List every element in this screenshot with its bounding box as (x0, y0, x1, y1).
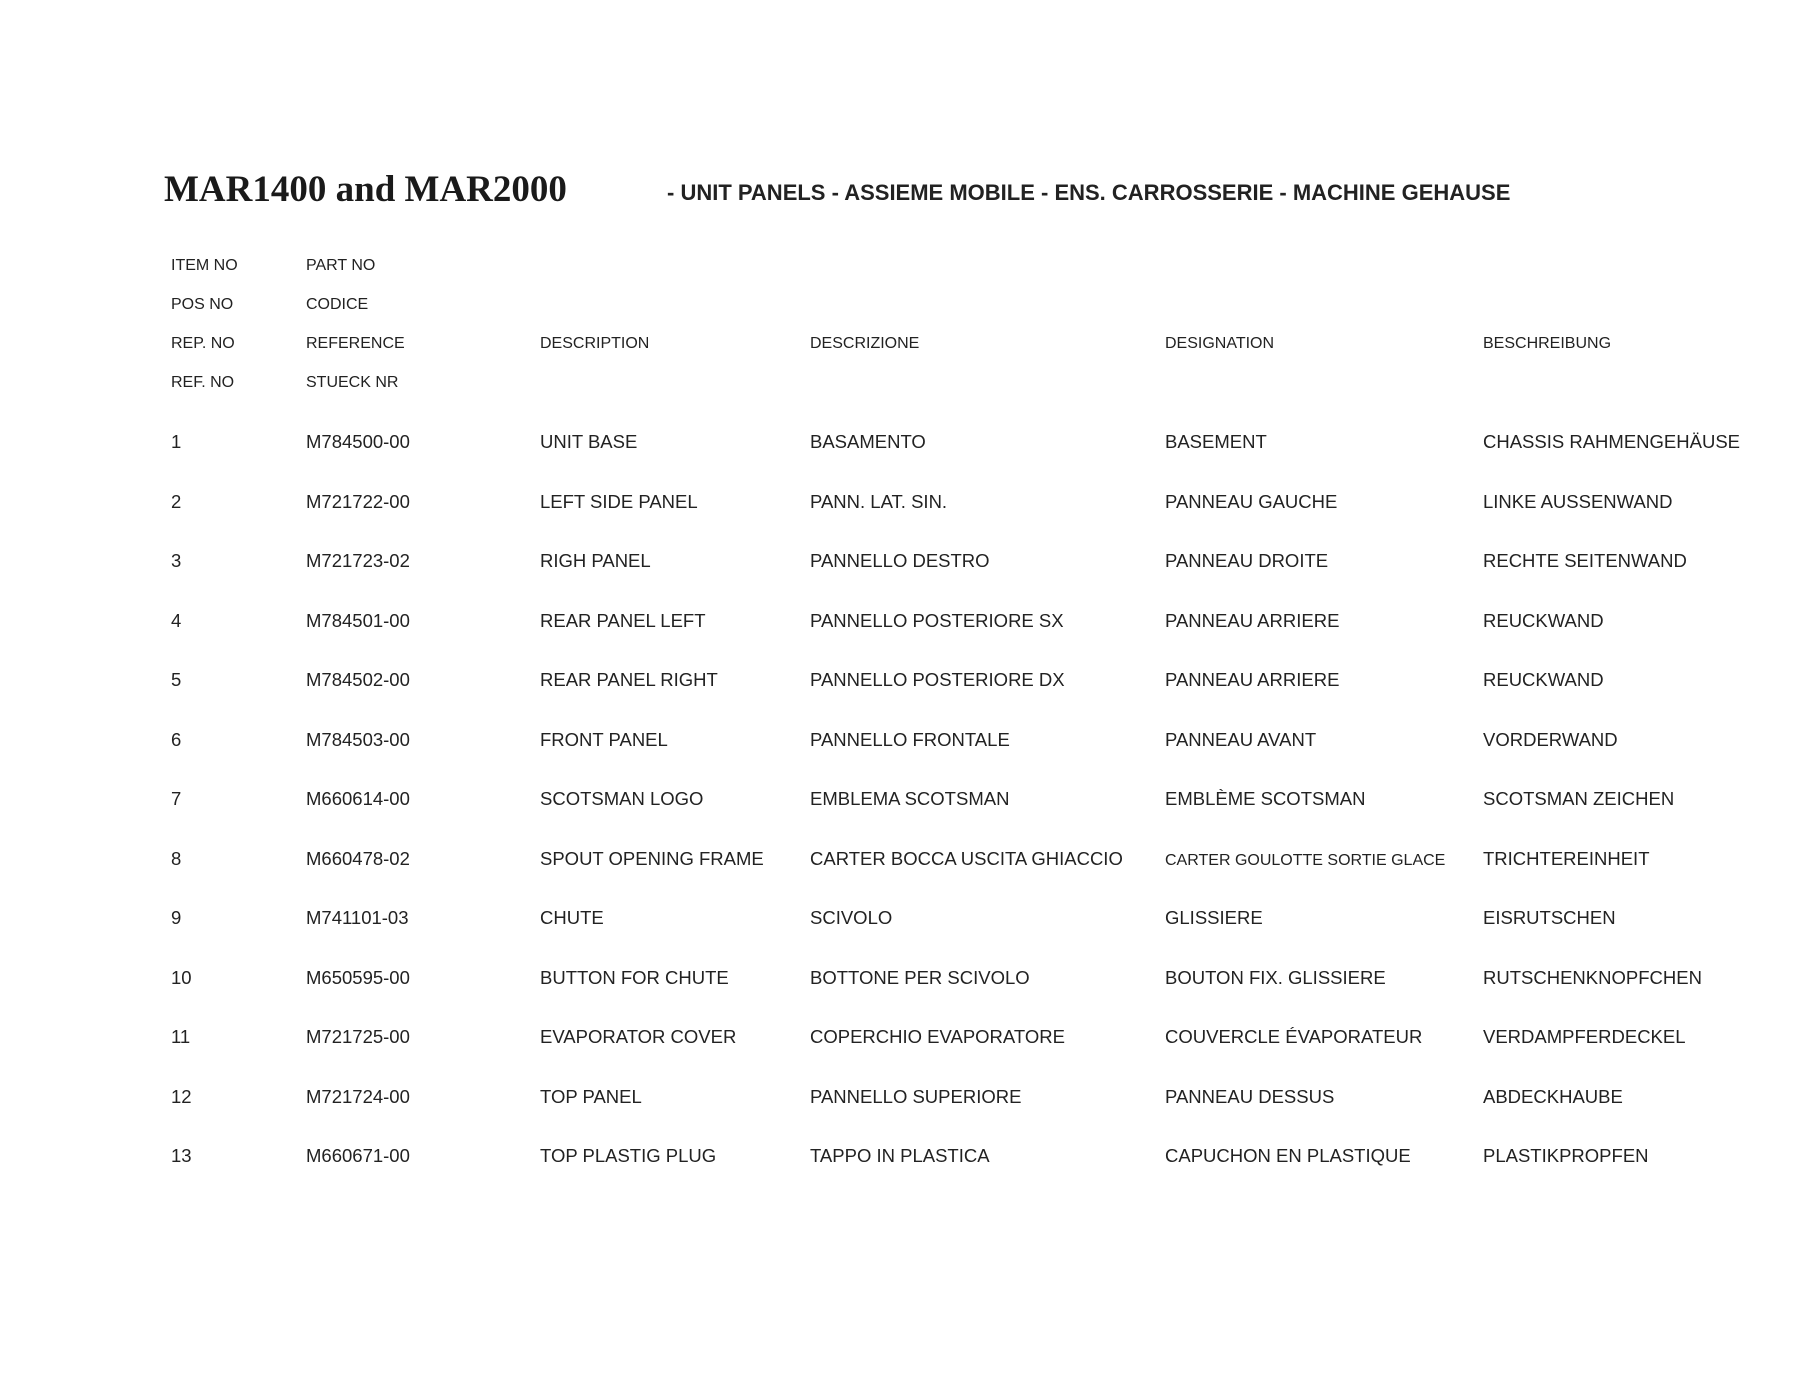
description-en: CHUTE (540, 907, 604, 928)
description-en: TOP PANEL (540, 1086, 642, 1107)
description-en: SCOTSMAN LOGO (540, 788, 704, 809)
part-number: M660614-00 (306, 788, 410, 809)
description-it: PANNELLO DESTRO (810, 550, 990, 571)
beschreibung-de: RUTSCHENKNOPFCHEN (1483, 967, 1702, 988)
beschreibung-de: LINKE AUSSENWAND (1483, 491, 1673, 512)
part-number: M721724-00 (306, 1086, 410, 1107)
header-ref-no: REF. NO (171, 374, 235, 391)
item-number: 4 (171, 610, 182, 631)
part-number: M650595-00 (306, 967, 410, 988)
designation-fr: CARTER GOULOTTE SORTIE GLACE (1165, 852, 1446, 869)
item-number: 7 (171, 788, 182, 809)
header-beschreibung: BESCHREIBUNG (1483, 335, 1612, 352)
description-en: SPOUT OPENING FRAME (540, 848, 764, 869)
description-en: TOP PLASTIG PLUG (540, 1145, 717, 1166)
description-en: REAR PANEL RIGHT (540, 669, 718, 690)
header-description: DESCRIPTION (540, 335, 650, 352)
beschreibung-de: SCOTSMAN ZEICHEN (1483, 788, 1675, 809)
part-number: M741101-03 (306, 907, 409, 928)
designation-fr: BASEMENT (1165, 431, 1267, 452)
part-number: M721723-02 (306, 550, 410, 571)
header-item-no: ITEM NO (171, 257, 238, 274)
part-number: M721722-00 (306, 491, 410, 512)
part-number: M784503-00 (306, 729, 410, 750)
description-it: PANNELLO POSTERIORE DX (810, 669, 1065, 690)
item-number: 6 (171, 729, 182, 750)
designation-fr: GLISSIERE (1165, 907, 1263, 928)
part-number: M721725-00 (306, 1026, 410, 1047)
page-title: MAR1400 and MAR2000 (164, 169, 567, 210)
description-en: FRONT PANEL (540, 729, 668, 750)
header-rep-no: REP. NO (171, 335, 235, 352)
beschreibung-de: PLASTIKPROPFEN (1483, 1145, 1649, 1166)
description-it: COPERCHIO EVAPORATORE (810, 1026, 1065, 1047)
header-codice: CODICE (306, 296, 369, 313)
beschreibung-de: CHASSIS RAHMENGEHÄUSE (1483, 431, 1740, 452)
designation-fr: PANNEAU DESSUS (1165, 1086, 1335, 1107)
description-it: BASAMENTO (810, 431, 926, 452)
beschreibung-de: VERDAMPFERDECKEL (1483, 1026, 1686, 1047)
designation-fr: BOUTON FIX. GLISSIERE (1165, 967, 1386, 988)
item-number: 9 (171, 907, 182, 928)
header-designation: DESIGNATION (1165, 335, 1275, 352)
designation-fr: PANNEAU AVANT (1165, 729, 1317, 750)
item-number: 5 (171, 669, 182, 690)
beschreibung-de: REUCKWAND (1483, 669, 1604, 690)
beschreibung-de: ABDECKHAUBE (1483, 1086, 1623, 1107)
item-number: 3 (171, 550, 182, 571)
header-reference: REFERENCE (306, 335, 405, 352)
description-it: TAPPO IN PLASTICA (810, 1145, 990, 1166)
item-number: 12 (171, 1086, 192, 1107)
item-number: 11 (171, 1026, 191, 1047)
description-en: BUTTON FOR CHUTE (540, 967, 729, 988)
part-number: M784502-00 (306, 669, 410, 690)
designation-fr: PANNEAU DROITE (1165, 550, 1329, 571)
description-en: LEFT SIDE PANEL (540, 491, 698, 512)
description-it: SCIVOLO (810, 907, 893, 928)
part-number: M784500-00 (306, 431, 410, 452)
description-it: CARTER BOCCA USCITA GHIACCIO (810, 848, 1123, 869)
beschreibung-de: TRICHTEREINHEIT (1483, 848, 1650, 869)
item-number: 2 (171, 491, 182, 512)
header-part-no: PART NO (306, 257, 376, 274)
beschreibung-de: EISRUTSCHEN (1483, 907, 1616, 928)
description-it: EMBLEMA SCOTSMAN (810, 788, 1010, 809)
description-it: PANNELLO FRONTALE (810, 729, 1010, 750)
page-subtitle: - UNIT PANELS - ASSIEME MOBILE - ENS. CARROSSERIE - MACHINE GEHAUSE (667, 180, 1511, 205)
description-it: PANNELLO POSTERIORE SX (810, 610, 1064, 631)
designation-fr: CAPUCHON EN PLASTIQUE (1165, 1145, 1411, 1166)
description-en: EVAPORATOR COVER (540, 1026, 737, 1047)
item-number: 1 (171, 431, 182, 452)
part-number: M784501-00 (306, 610, 410, 631)
description-en: REAR PANEL LEFT (540, 610, 706, 631)
beschreibung-de: VORDERWAND (1483, 729, 1618, 750)
header-descrizione: DESCRIZIONE (810, 335, 920, 352)
description-it: PANNELLO SUPERIORE (810, 1086, 1022, 1107)
beschreibung-de: RECHTE SEITENWAND (1483, 550, 1687, 571)
description-it: BOTTONE PER SCIVOLO (810, 967, 1030, 988)
header-stueck-nr: STUECK NR (306, 374, 399, 391)
designation-fr: PANNEAU GAUCHE (1165, 491, 1338, 512)
description-it: PANN. LAT. SIN. (810, 491, 948, 512)
item-number: 10 (171, 967, 192, 988)
designation-fr: COUVERCLE ÉVAPORATEUR (1165, 1026, 1423, 1047)
header-pos-no: POS NO (171, 296, 234, 313)
beschreibung-de: REUCKWAND (1483, 610, 1604, 631)
item-number: 8 (171, 848, 182, 869)
designation-fr: PANNEAU ARRIERE (1165, 610, 1340, 631)
designation-fr: EMBLÈME SCOTSMAN (1165, 788, 1366, 809)
designation-fr: PANNEAU ARRIERE (1165, 669, 1340, 690)
item-number: 13 (171, 1145, 192, 1166)
description-en: RIGH PANEL (540, 550, 651, 571)
part-number: M660671-00 (306, 1145, 410, 1166)
part-number: M660478-02 (306, 848, 410, 869)
description-en: UNIT BASE (540, 431, 638, 452)
